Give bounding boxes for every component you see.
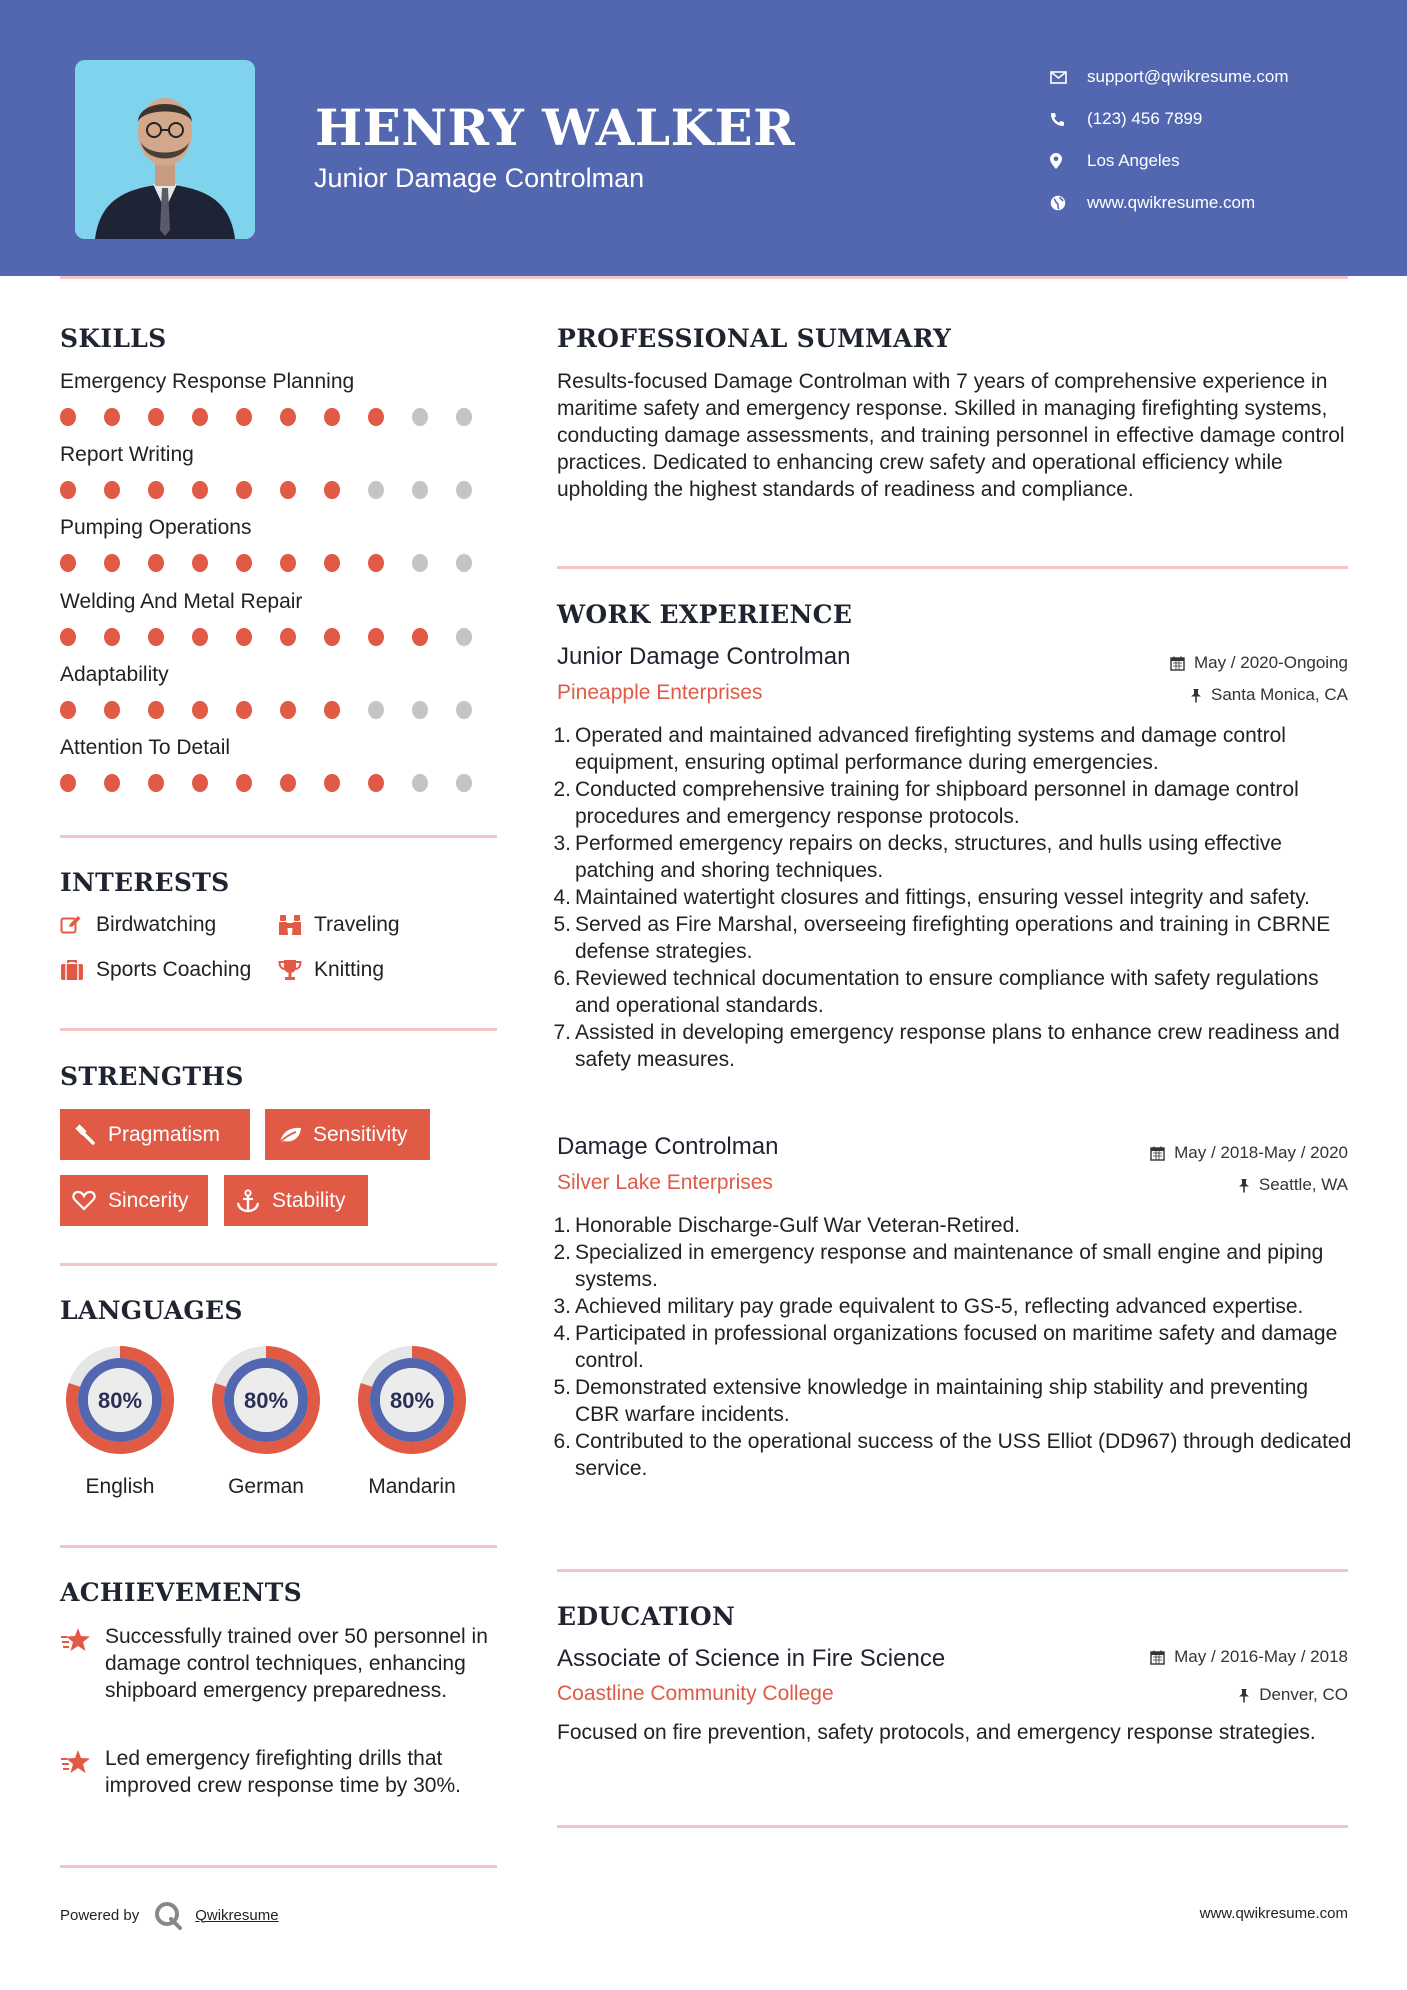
bullet-item	[551, 1374, 1356, 1428]
gavel-icon	[72, 1124, 108, 1146]
rating-dot-empty	[412, 774, 428, 792]
bullet-text: Performed emergency repairs on decks, structures, and hulls using effective patching and shoring techniques.	[575, 832, 1282, 882]
rating-dot-filled	[236, 701, 252, 719]
achievement-text: Led emergency firefighting drills that improved crew response time by 30%.	[105, 1747, 461, 1797]
language-name: English	[85, 1475, 155, 1498]
rating-dot-filled	[104, 701, 120, 719]
bullet-number: 3.	[553, 832, 571, 855]
strength-label: Pragmatism	[108, 1122, 221, 1146]
job-location: Santa Monica, CA	[1190, 685, 1348, 705]
experience-divider	[557, 1569, 1348, 1572]
globe-icon	[1050, 195, 1087, 211]
rating-dot-filled	[192, 628, 208, 646]
calendar-icon	[1150, 1146, 1165, 1161]
achievements-divider	[60, 1865, 497, 1868]
rating-dot-filled	[60, 408, 76, 426]
achievements-heading: ACHIEVEMENTS	[60, 1578, 302, 1607]
language-item	[350, 1338, 474, 1499]
language-progress-ring	[204, 1338, 328, 1462]
job-date: May / 2020-Ongoing	[1170, 653, 1348, 673]
rating-dot-filled	[60, 554, 76, 572]
degree-title: Associate of Science in Fire Science	[557, 1645, 946, 1672]
rating-dot-empty	[412, 408, 428, 426]
bullet-text: Assisted in developing emergency response plans to enhance crew readiness and safety measures.	[575, 1021, 1340, 1071]
rating-dot-filled	[236, 628, 252, 646]
rating-dot-filled	[324, 701, 340, 719]
rating-dot-filled	[104, 554, 120, 572]
skill-item	[60, 441, 500, 499]
language-percent: 80%	[97, 1388, 143, 1413]
powered-by-text: Powered by	[60, 1906, 140, 1924]
contact-location-text: Los Angeles	[1087, 151, 1180, 170]
rating-dot-filled	[60, 481, 76, 499]
rating-dot-filled	[368, 408, 384, 426]
rating-dot-empty	[456, 774, 472, 792]
rating-dot-filled	[324, 774, 340, 792]
strength-label: Sincerity	[108, 1188, 189, 1212]
achievement-item	[60, 1623, 500, 1704]
company-name: Pineapple Enterprises	[557, 681, 763, 704]
strength-label: Stability	[272, 1188, 346, 1212]
job-bullets	[551, 1212, 1356, 1482]
experience-heading: WORK EXPERIENCE	[557, 600, 853, 629]
interests-divider	[60, 1028, 497, 1031]
summary-heading: PROFESSIONAL SUMMARY	[557, 324, 952, 353]
achievement-item	[60, 1745, 500, 1799]
skill-item	[60, 734, 500, 792]
strength-label: Sensitivity	[313, 1122, 408, 1146]
contact-info	[1050, 56, 1289, 224]
pin-icon	[1190, 688, 1202, 703]
binoculars-icon	[278, 914, 314, 936]
interests-heading: INTERESTS	[60, 868, 230, 897]
bullet-number: 4.	[553, 886, 571, 909]
interest-item	[60, 955, 251, 985]
job-bullets	[551, 722, 1356, 1073]
skill-name: Pumping Operations	[60, 516, 252, 539]
rating-dot-filled	[324, 628, 340, 646]
interest-label: Knitting	[314, 958, 385, 981]
bullet-text: Achieved military pay grade equivalent to GS-5, reflecting advanced expertise.	[575, 1295, 1304, 1318]
contact-email[interactable]	[1050, 56, 1289, 98]
heart-icon	[72, 1190, 108, 1211]
rating-dot-filled	[236, 408, 252, 426]
bullet-number: 5.	[553, 1376, 571, 1399]
bullet-item	[551, 776, 1356, 830]
rating-dot-filled	[192, 481, 208, 499]
interest-label: Sports Coaching	[96, 958, 252, 981]
rating-dot-empty	[456, 554, 472, 572]
bullet-item	[551, 830, 1356, 884]
skill-item	[60, 661, 500, 719]
bullet-text: Served as Fire Marshal, overseeing firefighting operations and training in CBRNE defense strategies.	[575, 913, 1331, 963]
interest-label: Traveling	[314, 913, 400, 936]
skill-item	[60, 368, 500, 426]
bullet-number: 3.	[553, 1295, 571, 1318]
pin-icon	[1238, 1178, 1250, 1193]
pin-icon	[1238, 1688, 1250, 1703]
bullet-number: 1.	[553, 724, 571, 747]
rating-dot-filled	[60, 774, 76, 792]
rating-dot-filled	[368, 554, 384, 572]
job-date: May / 2018-May / 2020	[1150, 1143, 1348, 1163]
language-name: German	[228, 1475, 304, 1498]
rating-dot-filled	[368, 774, 384, 792]
rating-dot-filled	[412, 628, 428, 646]
skill-rating	[60, 408, 500, 426]
bullet-text: Reviewed technical documentation to ensure compliance with safety regulations and operational standards.	[575, 967, 1319, 1017]
skill-name: Report Writing	[60, 443, 194, 466]
bullet-item	[551, 722, 1356, 776]
rating-dot-filled	[148, 628, 164, 646]
strength-tag	[224, 1175, 368, 1226]
summary-divider	[557, 566, 1348, 569]
rating-dot-filled	[324, 481, 340, 499]
rating-dot-filled	[280, 774, 296, 792]
job-title: Damage Controlman	[557, 1133, 779, 1160]
rating-dot-filled	[148, 774, 164, 792]
contact-email-text: support@qwikresume.com	[1087, 67, 1289, 86]
strength-tag	[60, 1109, 250, 1160]
education-divider	[557, 1825, 1348, 1828]
trophy-icon	[278, 959, 314, 981]
candidate-title: Junior Damage Controlman	[314, 163, 645, 193]
contact-website-text: www.qwikresume.com	[1087, 193, 1256, 212]
bullet-number: 6.	[553, 1430, 571, 1453]
rating-dot-empty	[412, 481, 428, 499]
rating-dot-empty	[368, 481, 384, 499]
rating-dot-filled	[148, 701, 164, 719]
language-item	[58, 1338, 182, 1499]
rating-dot-filled	[236, 774, 252, 792]
bullet-text: Participated in professional organizations focused on maritime safety and damage control.	[575, 1322, 1338, 1372]
bullet-number: 6.	[553, 967, 571, 990]
phone-icon	[1050, 112, 1087, 127]
rating-dot-filled	[192, 554, 208, 572]
language-progress-ring	[350, 1338, 474, 1462]
bullet-item	[551, 1293, 1356, 1320]
rating-dot-filled	[324, 408, 340, 426]
bullet-text: Honorable Discharge-Gulf War Veteran-Retired.	[575, 1214, 1021, 1237]
bullet-number: 2.	[553, 778, 571, 801]
school-name: Coastline Community College	[557, 1682, 834, 1705]
rating-dot-filled	[280, 481, 296, 499]
strength-tag	[265, 1109, 430, 1160]
header-divider	[60, 276, 1348, 279]
star-icon	[60, 1745, 105, 1799]
rating-dot-filled	[324, 554, 340, 572]
languages-heading: LANGUAGES	[60, 1296, 243, 1325]
rating-dot-filled	[192, 701, 208, 719]
interest-item	[278, 910, 400, 940]
bullet-text: Specialized in emergency response and maintenance of small engine and piping systems.	[575, 1241, 1324, 1291]
language-name: Mandarin	[368, 1475, 456, 1498]
qwikresume-logo-icon	[153, 1900, 183, 1930]
map-marker-icon	[1050, 153, 1087, 169]
rating-dot-empty	[456, 701, 472, 719]
skill-item	[60, 588, 500, 646]
bullet-text: Maintained watertight closures and fittings, ensuring vessel integrity and safety.	[575, 886, 1310, 909]
briefcase-icon	[60, 960, 96, 981]
rating-dot-filled	[148, 554, 164, 572]
rating-dot-empty	[456, 408, 472, 426]
rating-dot-empty	[456, 481, 472, 499]
rating-dot-filled	[192, 774, 208, 792]
education-date: May / 2016-May / 2018	[1150, 1647, 1348, 1667]
bullet-number: 2.	[553, 1241, 571, 1264]
skill-rating	[60, 554, 500, 572]
bullet-text: Conducted comprehensive training for shipboard personnel in damage control procedures and emergency response protocols.	[575, 778, 1299, 828]
leaf-icon	[277, 1125, 313, 1145]
job-title: Junior Damage Controlman	[557, 643, 851, 670]
bullet-text: Contributed to the operational success of the USS Elliot (DD967) through dedicated service.	[575, 1430, 1352, 1480]
contact-website[interactable]	[1050, 182, 1289, 224]
language-progress-ring	[58, 1338, 182, 1462]
rating-dot-filled	[280, 701, 296, 719]
skills-divider	[60, 835, 497, 838]
skill-name: Attention To Detail	[60, 736, 231, 759]
rating-dot-empty	[412, 701, 428, 719]
footer-website[interactable]: www.qwikresume.com	[1199, 1905, 1348, 1922]
rating-dot-filled	[368, 628, 384, 646]
star-icon	[60, 1623, 105, 1704]
rating-dot-filled	[60, 701, 76, 719]
company-name: Silver Lake Enterprises	[557, 1171, 773, 1194]
bullet-text: Operated and maintained advanced firefighting systems and damage control equipment, ensuring optimal performance during emergencies.	[575, 724, 1286, 774]
candidate-name: HENRY WALKER	[315, 98, 796, 157]
edit-icon	[60, 915, 96, 935]
skill-name: Emergency Response Planning	[60, 370, 355, 393]
education-location: Denver, CO	[1238, 1685, 1348, 1705]
strengths-heading: STRENGTHS	[60, 1062, 244, 1091]
bullet-item	[551, 884, 1356, 911]
interest-label: Birdwatching	[96, 913, 217, 936]
bullet-item	[551, 1320, 1356, 1374]
header-banner	[0, 0, 1407, 276]
education-heading: EDUCATION	[557, 1602, 736, 1631]
bullet-number: 5.	[553, 913, 571, 936]
language-item	[204, 1338, 328, 1499]
skill-item	[60, 514, 500, 572]
rating-dot-filled	[60, 628, 76, 646]
skill-name: Adaptability	[60, 663, 169, 686]
rating-dot-filled	[236, 481, 252, 499]
contact-location	[1050, 140, 1289, 182]
languages-divider	[60, 1545, 497, 1548]
achievement-text: Successfully trained over 50 personnel in damage control techniques, enhancing shipboard emergency preparedness.	[105, 1625, 488, 1702]
bullet-item	[551, 1428, 1356, 1482]
bullet-number: 1.	[553, 1214, 571, 1237]
interest-item	[278, 955, 384, 985]
strength-tag	[60, 1175, 208, 1226]
qwikresume-link[interactable]: Qwikresume	[195, 1906, 279, 1924]
skills-heading: SKILLS	[60, 324, 167, 353]
rating-dot-filled	[280, 554, 296, 572]
rating-dot-filled	[280, 628, 296, 646]
language-percent: 80%	[243, 1388, 289, 1413]
language-percent: 80%	[389, 1388, 435, 1413]
skill-rating	[60, 481, 500, 499]
profile-photo	[75, 60, 255, 239]
skill-rating	[60, 628, 500, 646]
rating-dot-filled	[104, 628, 120, 646]
rating-dot-filled	[236, 554, 252, 572]
strengths-divider	[60, 1263, 497, 1266]
rating-dot-filled	[104, 408, 120, 426]
bullet-text: Demonstrated extensive knowledge in maintaining ship stability and preventing CBR warfare incidents.	[575, 1376, 1309, 1426]
rating-dot-filled	[104, 774, 120, 792]
education-description: Focused on fire prevention, safety protocols, and emergency response strategies.	[557, 1721, 1316, 1744]
skill-rating	[60, 701, 500, 719]
rating-dot-filled	[148, 481, 164, 499]
footer-powered-by	[60, 1900, 279, 1930]
contact-phone-text: (123) 456 7899	[1087, 109, 1203, 128]
bullet-item	[551, 911, 1356, 965]
rating-dot-filled	[104, 481, 120, 499]
calendar-icon	[1170, 656, 1185, 671]
rating-dot-filled	[192, 408, 208, 426]
calendar-icon	[1150, 1650, 1165, 1665]
rating-dot-empty	[412, 554, 428, 572]
bullet-number: 7.	[553, 1021, 571, 1044]
interest-item	[60, 910, 216, 940]
skill-name: Welding And Metal Repair	[60, 590, 303, 613]
summary-text: Results-focused Damage Controlman with 7 years of comprehensive experience in maritime safety and emergency response. Skilled in managing firefighting systems, conducting damage assessments, and training personnel in effective damage control practices. Dedicated to enhancing crew safety and operational efficiency while upholding the highest standards of readiness and compliance.	[557, 370, 1345, 501]
rating-dot-filled	[280, 408, 296, 426]
envelope-icon	[1050, 71, 1087, 84]
anchor-icon	[236, 1189, 272, 1213]
contact-phone[interactable]	[1050, 98, 1289, 140]
job-location: Seattle, WA	[1238, 1175, 1348, 1195]
skill-rating	[60, 774, 500, 792]
rating-dot-empty	[456, 628, 472, 646]
rating-dot-empty	[368, 701, 384, 719]
bullet-item	[551, 1212, 1356, 1239]
bullet-item	[551, 1239, 1356, 1293]
bullet-number: 4.	[553, 1322, 571, 1345]
bullet-item	[551, 1019, 1356, 1073]
bullet-item	[551, 965, 1356, 1019]
rating-dot-filled	[148, 408, 164, 426]
